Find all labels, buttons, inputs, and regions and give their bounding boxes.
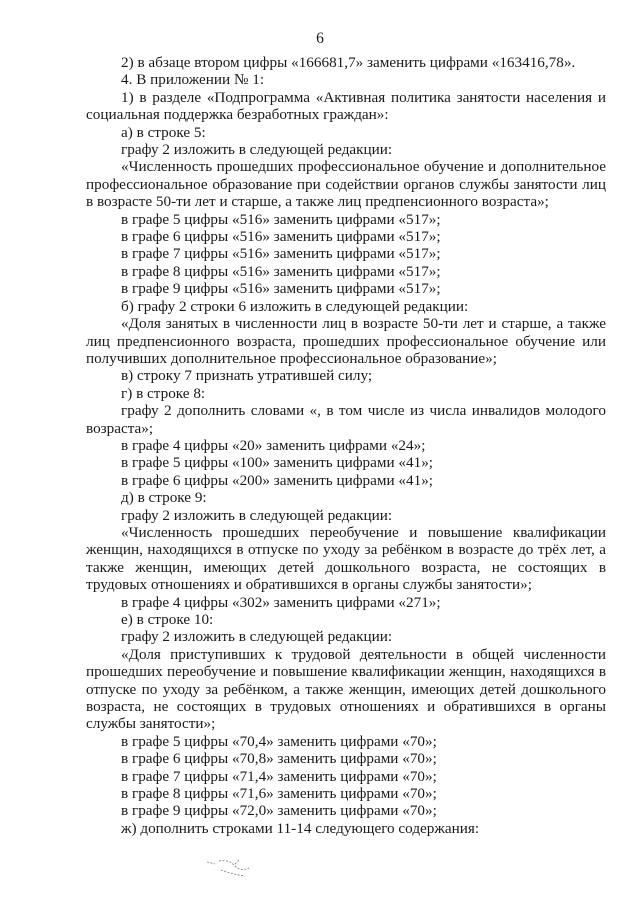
document-body	[86, 54, 606, 837]
paragraph: «Доля занятых в численности лиц в возрасте 50-ти лет и старше, а также лиц предпенсионного возраста, прошедших профессиональное обучение или получивших дополнительное профессиональное образование»;	[86, 315, 606, 367]
paragraph: графу 2 дополнить словами «, в том числе из числа инвалидов молодого возраста»;	[86, 402, 606, 437]
paragraph: в графе 7 цифры «516» заменить цифрами «517»;	[121, 245, 441, 263]
paragraph: д) в строке 9:	[121, 489, 207, 507]
paragraph: в графе 9 цифры «516» заменить цифрами «517»;	[121, 280, 441, 298]
paragraph: в графе 4 цифры «302» заменить цифрами «271»;	[121, 593, 441, 611]
paragraph: графу 2 изложить в следующей редакции:	[121, 628, 393, 646]
paragraph: а) в строке 5:	[121, 123, 206, 141]
paragraph: в графе 9 цифры «72,0» заменить цифрами «70»;	[121, 802, 437, 820]
paragraph: в графе 5 цифры «70,4» заменить цифрами «70»;	[121, 732, 437, 750]
paragraph: в графе 5 цифры «100» заменить цифрами «41»;	[121, 454, 434, 472]
paragraph: е) в строке 10:	[121, 611, 214, 628]
paragraph: в графе 4 цифры «20» заменить цифрами «24»;	[121, 436, 426, 454]
paragraph: в графе 5 цифры «516» заменить цифрами «517»;	[121, 210, 441, 228]
paragraph: «Доля приступивших к трудовой деятельности в общей численности прошедших переобучение и повышение квалификации женщин, находящихся в отпуске по уходу за ребёнком, а также женщин, имеющих детей дошкольного возраста, не состоящих в трудовых отношениях и обратившихся в органы службы занятости»;	[86, 645, 606, 733]
paragraph: в графе 6 цифры «200» заменить цифрами «41»;	[121, 471, 434, 489]
paragraph: 2) в абзаце втором цифры «166681,7» заменить цифрами «163416,78».	[121, 54, 576, 71]
paragraph: ж) дополнить строками 11-14 следующего содержания:	[121, 819, 480, 837]
paragraph: 4. В приложении № 1:	[121, 71, 265, 89]
paragraph: 1) в разделе «Подпрограмма «Активная политика занятости населения и социальная поддержка безработных граждан»:	[86, 88, 606, 124]
handwritten-mark-icon	[205, 858, 265, 880]
paragraph: б) графу 2 строки 6 изложить в следующей редакции:	[121, 297, 469, 315]
paragraph: «Численность прошедших профессиональное обучение и дополнительное профессиональное образование при содействии органов службы занятости лиц в возрасте 50-ти лет и старше, а также лиц предпенсионного возраста»;	[86, 158, 606, 211]
paragraph: в графе 6 цифры «516» заменить цифрами «517»;	[121, 228, 441, 246]
paragraph: в графе 8 цифры «516» заменить цифрами «517»;	[121, 262, 441, 280]
paragraph: графу 2 изложить в следующей редакции:	[121, 506, 393, 524]
paragraph: в графе 6 цифры «70,8» заменить цифрами «70»;	[121, 750, 437, 768]
page-number: 6	[316, 30, 324, 47]
paragraph: в графе 8 цифры «71,6» заменить цифрами «70»;	[121, 785, 437, 803]
paragraph: графу 2 изложить в следующей редакции:	[121, 141, 393, 159]
paragraph: г) в строке 8:	[121, 384, 206, 402]
paragraph: в) строку 7 признать утратившей силу;	[121, 367, 373, 385]
paragraph: в графе 7 цифры «71,4» заменить цифрами «70»;	[121, 767, 437, 785]
paragraph: «Численность прошедших переобучение и повышение квалификации женщин, находящихся в отпуске по уходу за ребёнком в возрасте до трёх лет, а также женщин, имеющих детей дошкольного возраста, не состоящих в трудовых отношениях и обратившихся в органы службы занятости»;	[86, 523, 606, 594]
